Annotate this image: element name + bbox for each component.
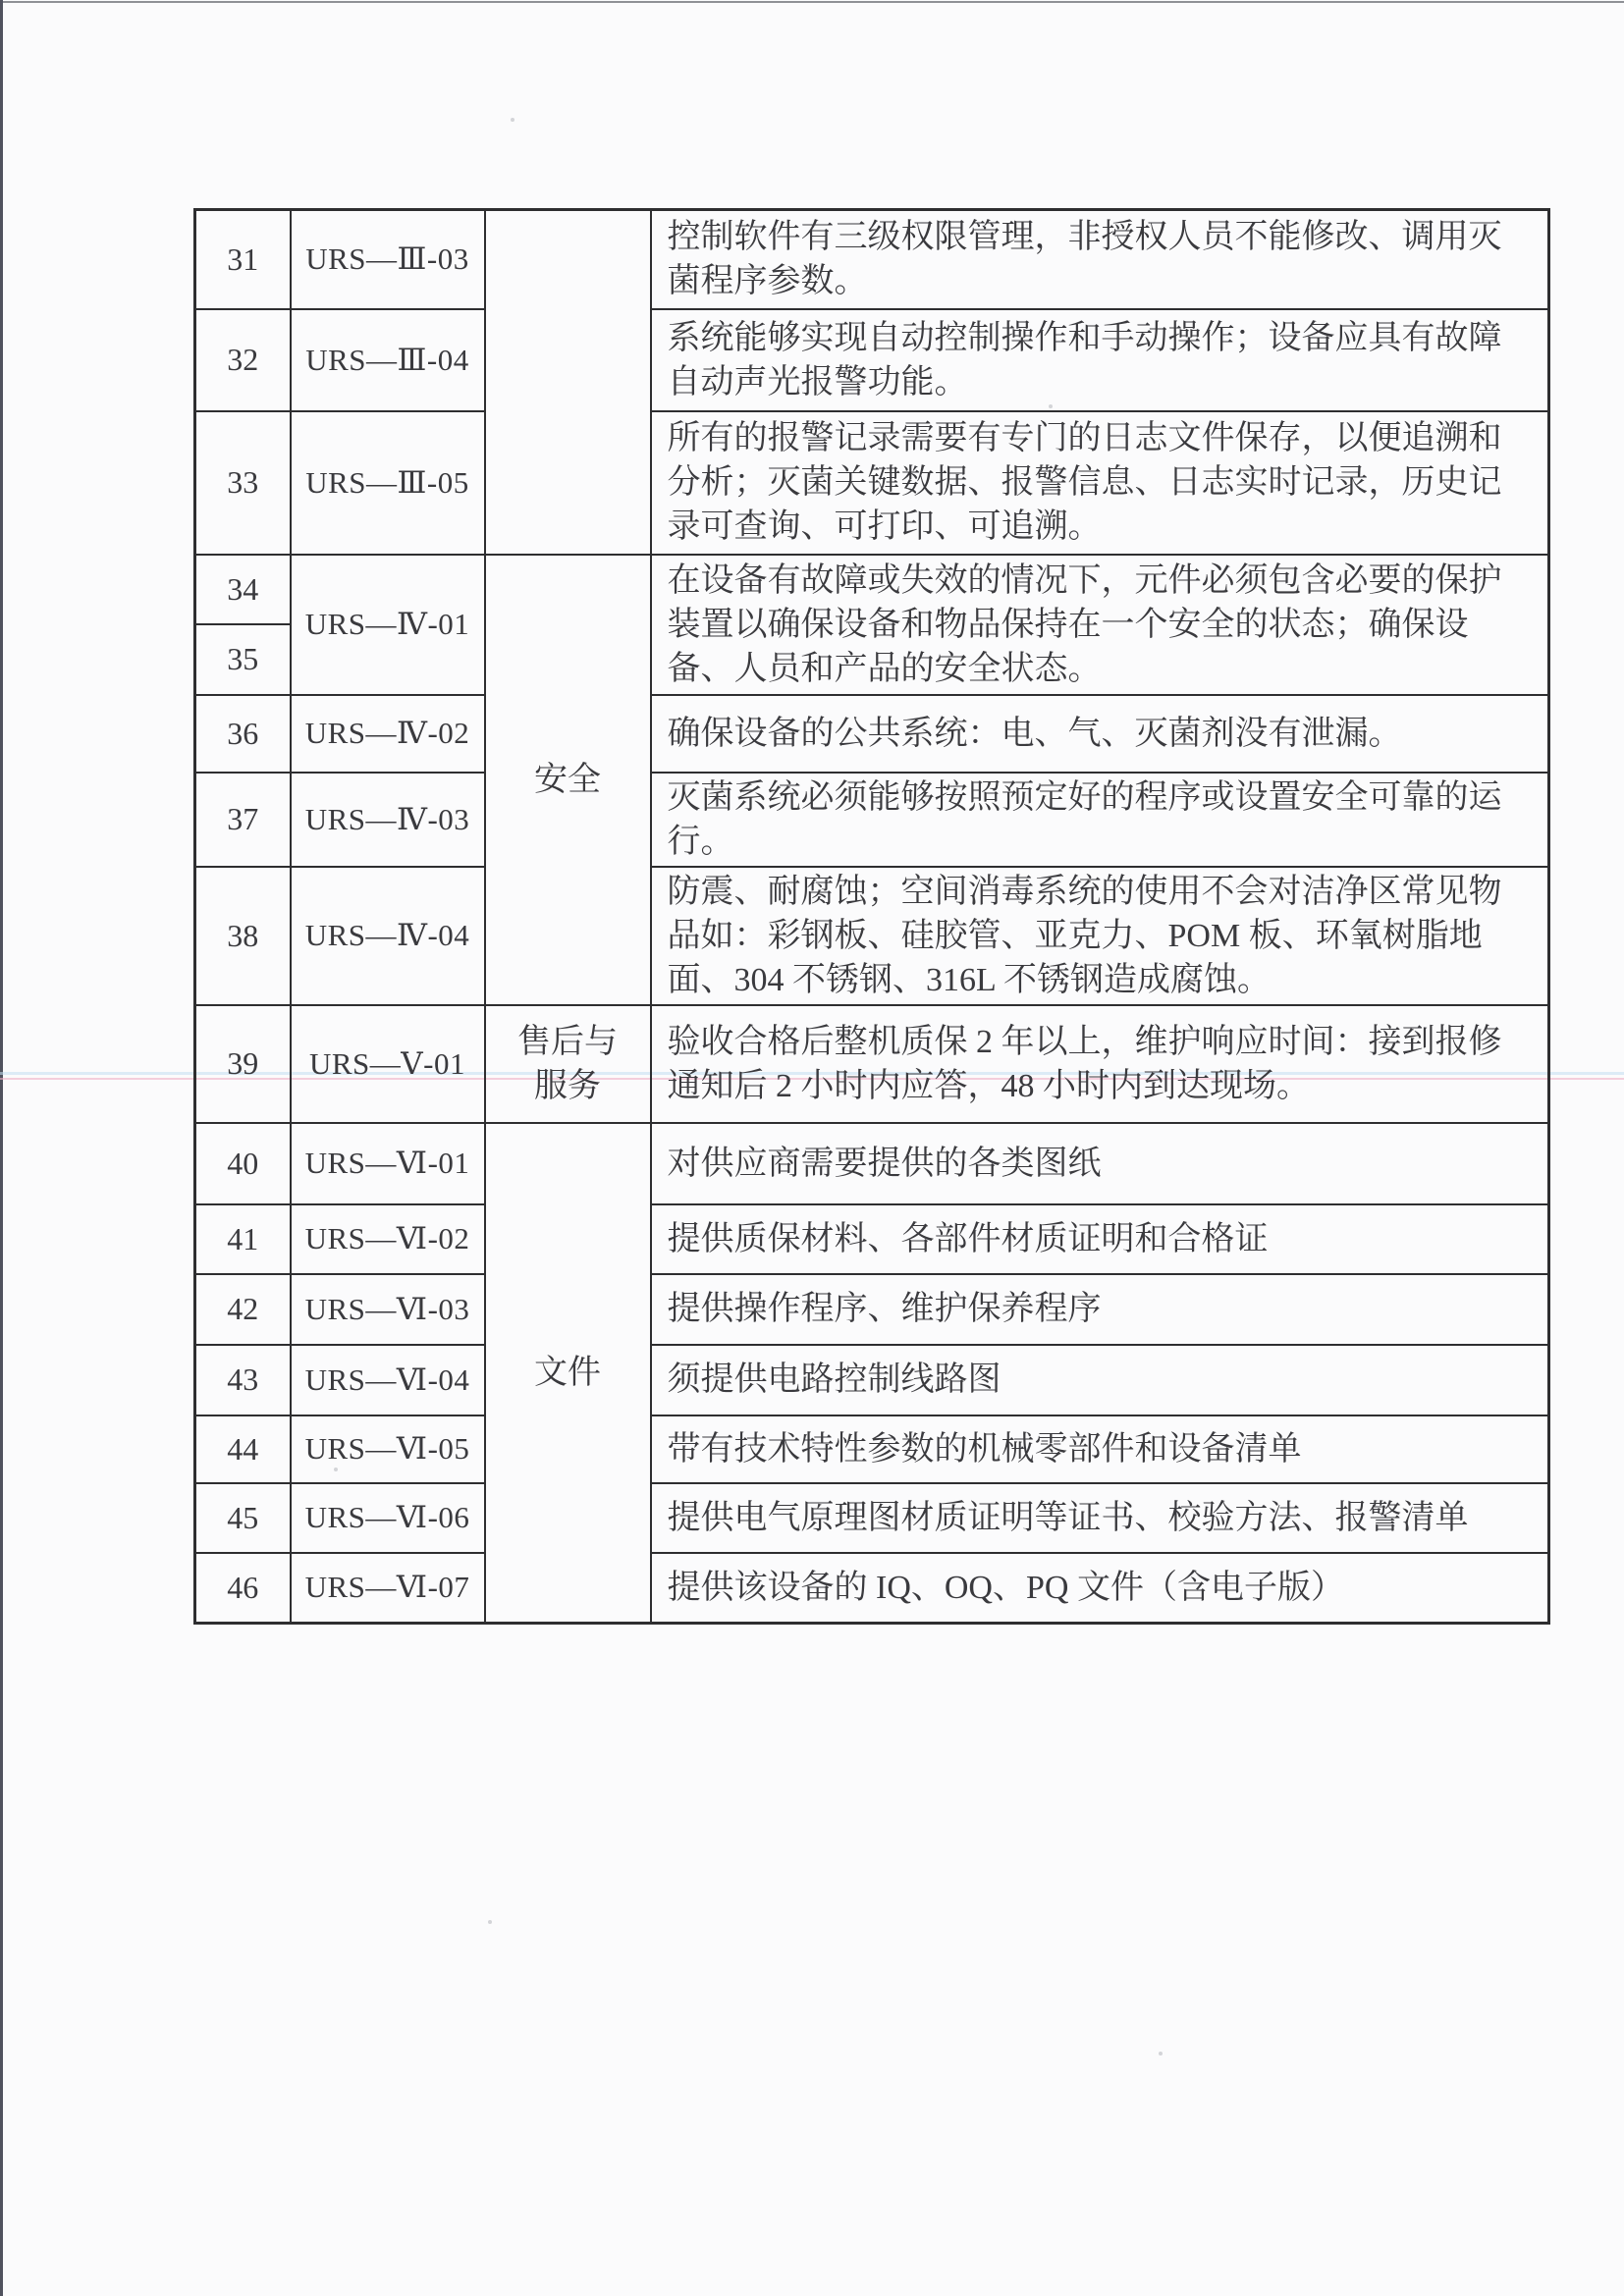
row-number-cell: 33 — [195, 411, 291, 555]
urs-code-cell: URS—Ⅵ-01 — [291, 1123, 485, 1204]
scan-edge-left — [0, 0, 3, 2296]
row-number-cell: 46 — [195, 1553, 291, 1624]
requirement-description-cell: 灭菌系统必须能够按照预定好的程序或设置安全可靠的运行。 — [651, 773, 1549, 867]
table-row — [195, 1005, 1549, 1123]
category-cell-after-sales: 售后与服务 — [485, 1005, 651, 1123]
table-row — [195, 1123, 1549, 1204]
row-number-cell: 39 — [195, 1005, 291, 1123]
urs-code-cell: URS—Ⅵ-03 — [291, 1274, 485, 1345]
row-number-cell: 38 — [195, 867, 291, 1005]
row-number-cell: 40 — [195, 1123, 291, 1204]
table-row — [195, 1274, 1549, 1345]
urs-code-cell: URS—Ⅵ-05 — [291, 1415, 485, 1483]
urs-code-cell: URS—Ⅴ-01 — [291, 1005, 485, 1123]
requirement-description-cell: 带有技术特性参数的机械零部件和设备清单 — [651, 1415, 1549, 1483]
urs-code-cell: URS—Ⅲ-03 — [291, 210, 485, 309]
requirement-description-cell: 在设备有故障或失效的情况下，元件必须包含必要的保护装置以确保设备和物品保持在一个安全的状态；确保设备、人员和产品的安全状态。 — [651, 555, 1549, 695]
requirement-description-cell: 对供应商需要提供的各类图纸 — [651, 1123, 1549, 1204]
requirement-description-cell: 提供该设备的 IQ、OQ、PQ 文件（含电子版） — [651, 1553, 1549, 1624]
urs-code-cell: URS—Ⅲ-05 — [291, 411, 485, 555]
requirement-description-cell: 须提供电路控制线路图 — [651, 1345, 1549, 1415]
requirements-table — [193, 208, 1550, 1625]
row-number-cell: 34 — [195, 555, 291, 624]
urs-code-cell: URS—Ⅵ-02 — [291, 1204, 485, 1274]
scan-speck — [511, 118, 514, 122]
requirement-description-cell: 验收合格后整机质保 2 年以上，维护响应时间：接到报修通知后 2 小时内应答，48 小时内到达现场。 — [651, 1005, 1549, 1123]
urs-code-cell: URS—Ⅳ-02 — [291, 695, 485, 773]
row-number-cell: 35 — [195, 624, 291, 695]
requirement-description-cell: 提供质保材料、各部件材质证明和合格证 — [651, 1204, 1549, 1274]
urs-code-cell: URS—Ⅲ-04 — [291, 309, 485, 411]
table-row — [195, 1553, 1549, 1624]
table-row — [195, 1345, 1549, 1415]
scan-speck — [1159, 2052, 1163, 2056]
requirement-description-cell: 确保设备的公共系统：电、气、灭菌剂没有泄漏。 — [651, 695, 1549, 773]
requirement-description-cell: 提供操作程序、维护保养程序 — [651, 1274, 1549, 1345]
table-row — [195, 1204, 1549, 1274]
requirement-description-cell: 提供电气原理图材质证明等证书、校验方法、报警清单 — [651, 1483, 1549, 1553]
table-row — [195, 867, 1549, 1005]
urs-code-cell: URS—Ⅵ-06 — [291, 1483, 485, 1553]
table-row — [195, 309, 1549, 411]
table-row — [195, 1483, 1549, 1553]
row-number-cell: 44 — [195, 1415, 291, 1483]
scan-edge-top — [0, 1, 1624, 3]
row-number-cell: 32 — [195, 309, 291, 411]
table-row — [195, 695, 1549, 773]
table-row — [195, 773, 1549, 867]
row-number-cell: 42 — [195, 1274, 291, 1345]
row-number-cell: 36 — [195, 695, 291, 773]
urs-code-cell: URS—Ⅵ-07 — [291, 1553, 485, 1624]
urs-code-cell: URS—Ⅳ-03 — [291, 773, 485, 867]
row-number-cell: 45 — [195, 1483, 291, 1553]
scan-speck — [488, 1920, 492, 1924]
table-row — [195, 411, 1549, 555]
urs-code-cell: URS—Ⅵ-04 — [291, 1345, 485, 1415]
requirement-description-cell: 所有的报警记录需要有专门的日志文件保存，以便追溯和分析；灭菌关键数据、报警信息、日志实时记录，历史记录可查询、可打印、可追溯。 — [651, 411, 1549, 555]
row-number-cell: 41 — [195, 1204, 291, 1274]
category-cell-safety: 安全 — [485, 555, 651, 1005]
table-row — [195, 1415, 1549, 1483]
table-row — [195, 555, 1549, 624]
urs-code-cell: URS—Ⅳ-04 — [291, 867, 485, 1005]
row-number-cell: 43 — [195, 1345, 291, 1415]
requirement-description-cell: 系统能够实现自动控制操作和手动操作；设备应具有故障自动声光报警功能。 — [651, 309, 1549, 411]
row-number-cell: 31 — [195, 210, 291, 309]
category-cell-documents: 文件 — [485, 1123, 651, 1624]
urs-requirements-table — [193, 208, 1550, 1625]
row-number-cell: 37 — [195, 773, 291, 867]
requirement-description-cell: 防震、耐腐蚀；空间消毒系统的使用不会对洁净区常见物品如：彩钢板、硅胶管、亚克力、POM 板、环氧树脂地面、304 不锈钢、316L 不锈钢造成腐蚀。 — [651, 867, 1549, 1005]
category-cell-empty — [485, 210, 651, 555]
table-row — [195, 210, 1549, 309]
urs-code-cell: URS—Ⅳ-01 — [291, 555, 485, 695]
requirement-description-cell: 控制软件有三级权限管理，非授权人员不能修改、调用灭菌程序参数。 — [651, 210, 1549, 309]
